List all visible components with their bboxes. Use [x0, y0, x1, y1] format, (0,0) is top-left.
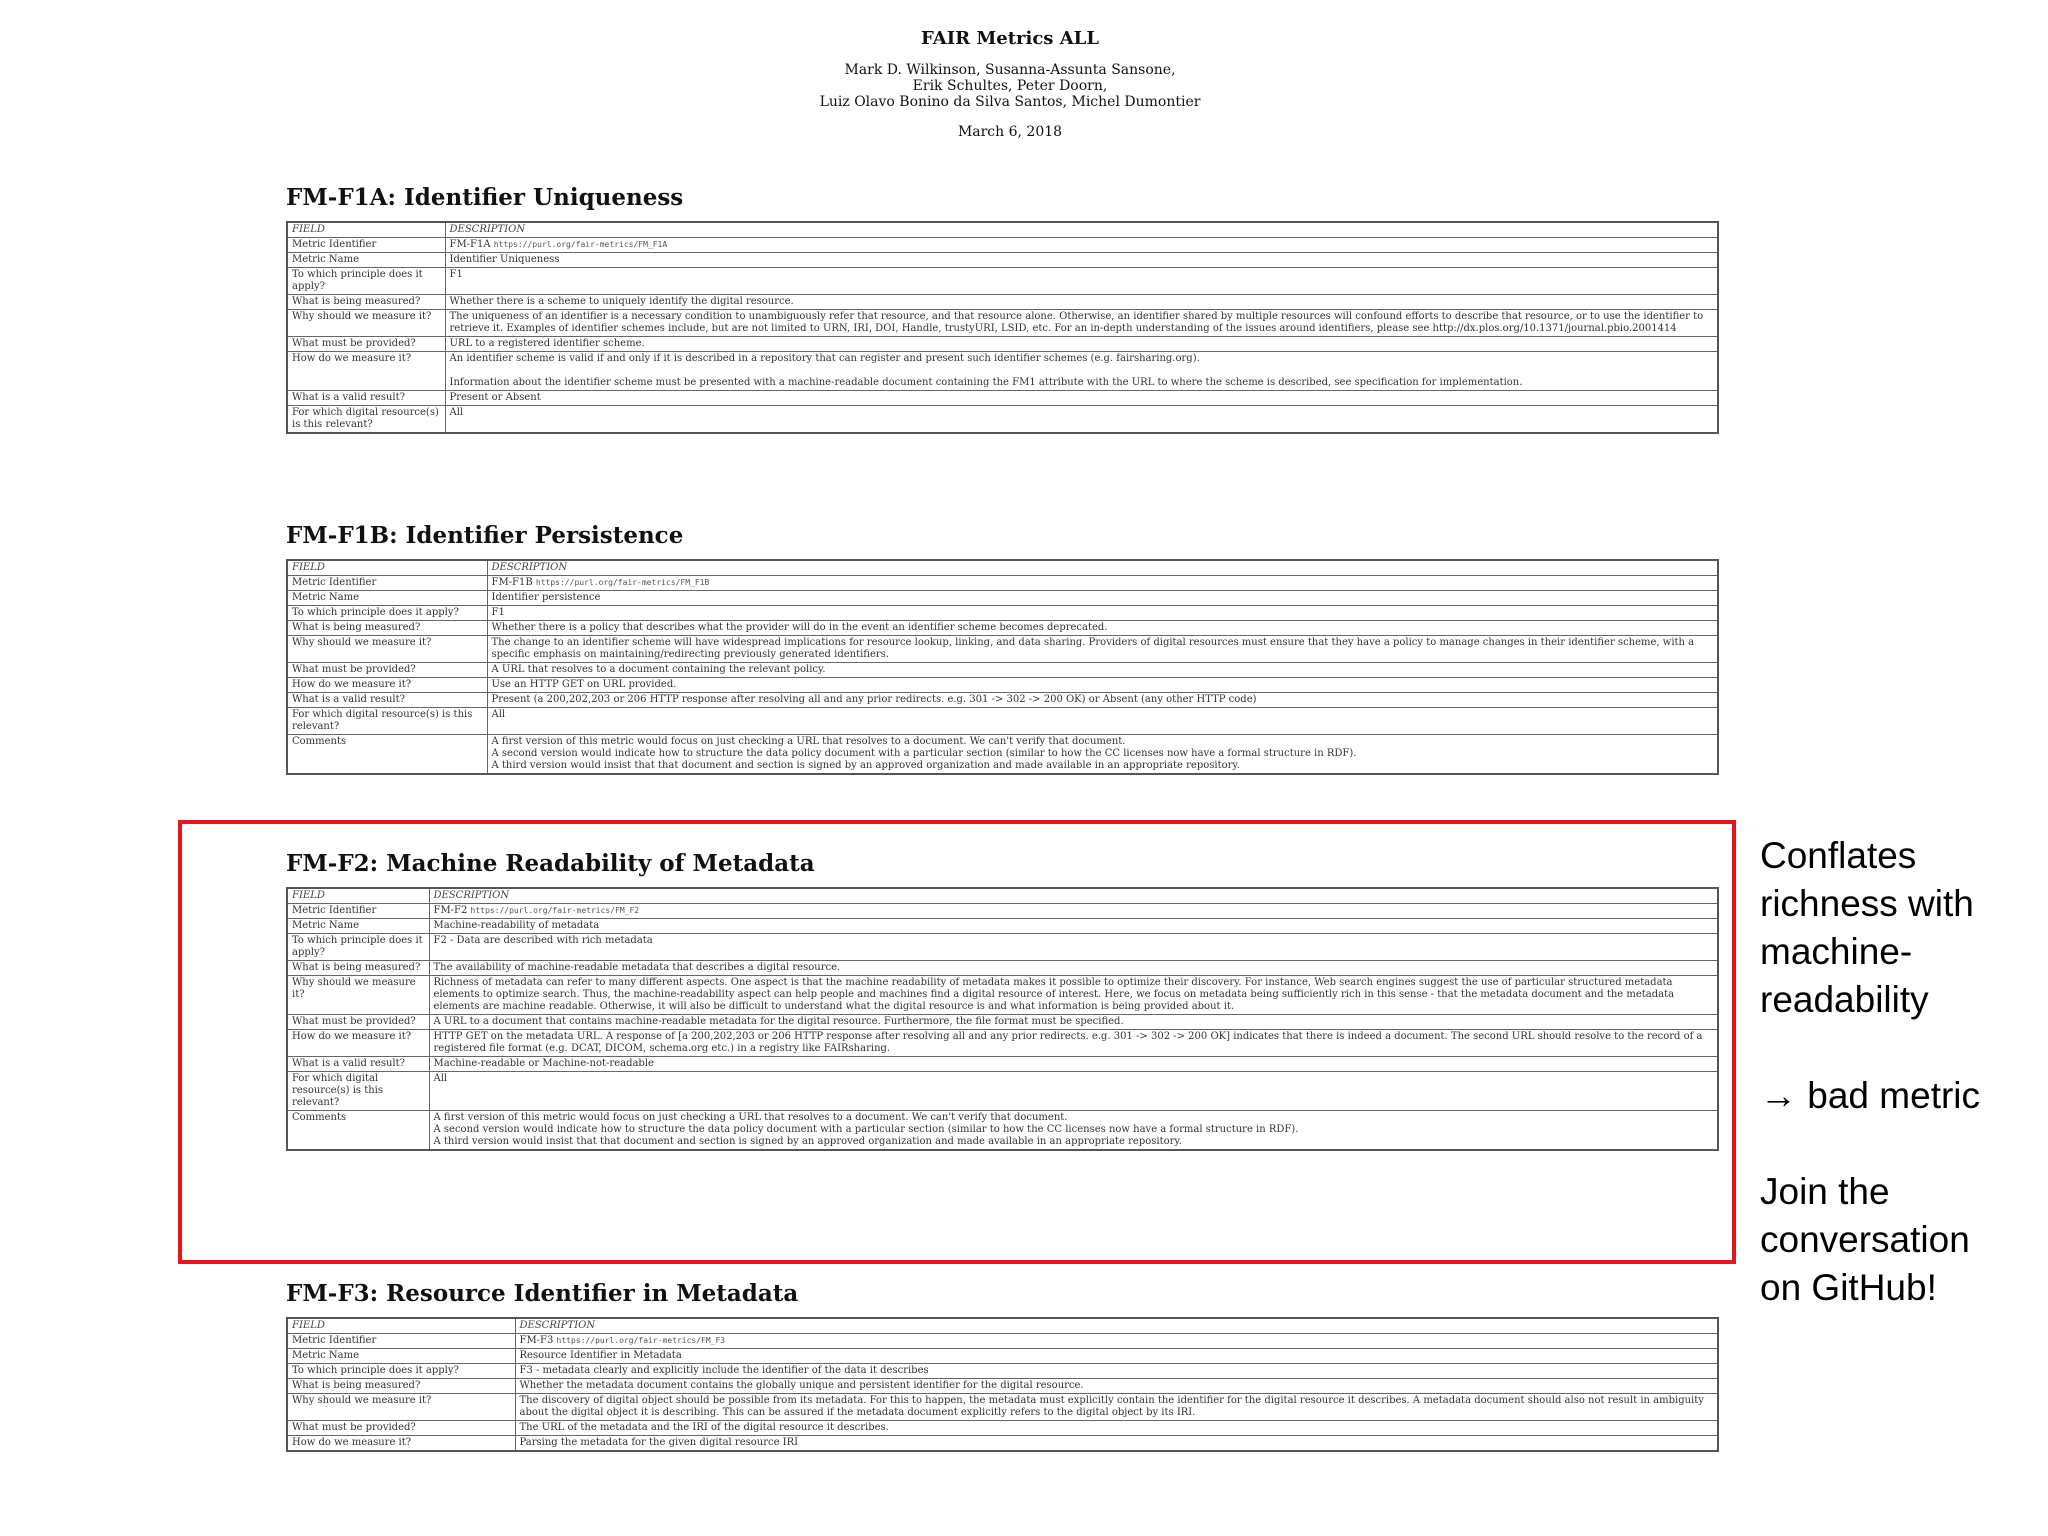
annotation-line: readability: [1760, 979, 1929, 1020]
field-label: What must be provided?: [287, 663, 487, 678]
table-row: [287, 391, 1718, 406]
field-label: Metric Name: [287, 591, 487, 606]
field-label: How do we measure it?: [287, 1030, 429, 1057]
field-label: Why should we measure it?: [287, 1394, 515, 1421]
table-row: [287, 1364, 1718, 1379]
field-value: Present (a 200,202,203 or 206 HTTP response after resolving all and any prior redirects. e.g. 301 -> 302 -> 200 OK) or Absent (any other HTTP code): [487, 693, 1718, 708]
field-value: A second version would indicate how to structure the data policy document with a particular section (similar to how the CC licenses now have a formal structure in RDF).: [491, 748, 1357, 759]
table-row: [287, 238, 1718, 253]
field-value: Machine-readable or Machine-not-readable: [429, 1057, 1718, 1072]
annotation-note: [1760, 832, 2048, 1312]
field-value: Richness of metadata can refer to many different aspects. One aspect is that the machine readability of metadata makes it possible to optimize their discovery. For instance, Web search engines suggest the use of particular structured metadata elements to optimize search. Thus, the machine-readability aspect can help people and machines find a digital resource of interest. Here, we focus on metadata being sufficiently rich in this sense - that the metadata document and the metadata elements are machine readable. Otherwise, it will also be difficult to understand what the digital resource is and what information is being provided about it.: [429, 976, 1718, 1015]
field-value: Machine-readability of metadata: [429, 919, 1718, 934]
section-heading: FM-F2: Machine Readability of Metadata: [286, 850, 815, 877]
field-value: The URL of the metadata and the IRI of the digital resource it describes.: [515, 1421, 1718, 1436]
table-header-row: [287, 560, 1718, 576]
field-value: FM-F3: [519, 1335, 554, 1346]
field-label: What is being measured?: [287, 295, 445, 310]
table-row: [287, 1436, 1718, 1452]
field-value: Whether there is a scheme to uniquely identify the digital resource.: [445, 295, 1718, 310]
table-row: [287, 1349, 1718, 1364]
field-label: What must be provided?: [287, 1421, 515, 1436]
annotation-line: Conflates: [1760, 835, 1917, 876]
field-value: HTTP GET on the metadata URL. A response of [a 200,202,203 or 206 HTTP response after resolving all and any prior redirects. e.g. 301 -> 302 -> 200 OK] indicates that there is indeed a document. The second URL should resolve to the record of a registered file format (e.g. DCAT, DICOM, schema.org etc.) in a registry like FAIRsharing.: [429, 1030, 1718, 1057]
field-label: To which principle does it apply?: [287, 934, 429, 961]
table-row: [287, 337, 1718, 352]
annotation-conclusion: → bad metric: [1760, 1075, 1981, 1116]
table-row: [287, 253, 1718, 268]
header-field: FIELD: [287, 888, 429, 904]
metric-table: [286, 1317, 1719, 1452]
table-row: [287, 693, 1718, 708]
field-label: Metric Identifier: [287, 1334, 515, 1349]
field-value: A URL that resolves to a document containing the relevant policy.: [487, 663, 1718, 678]
field-value: Information about the identifier scheme must be presented with a machine-readable document containing the FM1 attribute with the URL to where the scheme is described, see specification for implementation.: [449, 377, 1523, 388]
field-label: Metric Name: [287, 1349, 515, 1364]
field-label: What is a valid result?: [287, 391, 445, 406]
header-description: DESCRIPTION: [487, 560, 1718, 576]
field-label: Metric Identifier: [287, 238, 445, 253]
table-row: [287, 310, 1718, 337]
field-label: What is being measured?: [287, 961, 429, 976]
document-date: March 6, 2018: [957, 124, 1063, 140]
author-line: Mark D. Wilkinson, Susanna-Assunta Sansone,: [844, 62, 1176, 78]
annotation-spacer: [1760, 1120, 2048, 1168]
section-fm-f1a: [286, 184, 1719, 434]
metric-url-link[interactable]: https://purl.org/fair-metrics/FM_F3: [556, 1336, 726, 1345]
highlight-frame: [178, 820, 1736, 1264]
field-label: Metric Identifier: [287, 904, 429, 919]
section-heading: FM-F1A: Identifier Uniqueness: [286, 184, 684, 211]
field-value: The change to an identifier scheme will have widespread implications for resource lookup, linking, and data sharing. Providers of digital resources must ensure that they have a policy to manage changes in their identifier scheme, with a specific emphasis on maintaining/redirecting previously generated identifiers.: [487, 636, 1718, 663]
field-value: F2 - Data are described with rich metadata: [429, 934, 1718, 961]
field-label: For which digital resource(s) is this relevant?: [287, 406, 445, 434]
metric-table: [286, 221, 1719, 434]
field-value: Whether there is a policy that describes what the provider will do in the event an identifier scheme becomes deprecated.: [487, 621, 1718, 636]
table-row: [287, 663, 1718, 678]
table-row: [287, 621, 1718, 636]
metric-url-link[interactable]: https://purl.org/fair-metrics/FM_F2: [470, 906, 640, 915]
table-row: [287, 1421, 1718, 1436]
metric-url-link[interactable]: https://purl.org/fair-metrics/FM_F1B: [535, 578, 710, 587]
annotation-spacer: [1760, 1024, 2048, 1072]
field-label: What is a valid result?: [287, 693, 487, 708]
field-value: All: [487, 708, 1718, 735]
header-field: FIELD: [287, 560, 487, 576]
field-value: URL to a registered identifier scheme.: [445, 337, 1718, 352]
annotation-line: Join the: [1760, 1171, 1890, 1212]
annotation-line: richness with: [1760, 883, 1974, 924]
header-description: DESCRIPTION: [445, 222, 1718, 238]
annotation-line: machine-: [1760, 931, 1913, 972]
field-value: A third version would insist that that document and section is signed by an approved organization and made available in an appropriate repository.: [433, 1136, 1182, 1147]
field-label: To which principle does it apply?: [287, 268, 445, 295]
section-fm-f3: [286, 1280, 1719, 1452]
field-value: A first version of this metric would focus on just checking a URL that resolves to a document. We can't verify that document.: [433, 1112, 1068, 1123]
table-row: [287, 268, 1718, 295]
annotation-line: on GitHub!: [1760, 1267, 1937, 1308]
field-value: Present or Absent: [445, 391, 1718, 406]
field-value: A third version would insist that that document and section is signed by an approved organization and made available in an appropriate repository.: [491, 760, 1240, 771]
field-label: To which principle does it apply?: [287, 1364, 515, 1379]
field-label: How do we measure it?: [287, 678, 487, 693]
section-heading: FM-F3: Resource Identifier in Metadata: [286, 1280, 799, 1307]
table-row: [287, 576, 1718, 591]
field-label: What is a valid result?: [287, 1057, 429, 1072]
field-value: FM-F1A: [449, 239, 491, 250]
header-description: DESCRIPTION: [515, 1318, 1718, 1334]
field-label: What must be provided?: [287, 337, 445, 352]
field-value: Use an HTTP GET on URL provided.: [487, 678, 1718, 693]
field-label: What is being measured?: [287, 1379, 515, 1394]
field-label: How do we measure it?: [287, 352, 445, 391]
annotation-line: conversation: [1760, 1219, 1970, 1260]
field-value: A second version would indicate how to structure the data policy document with a particular section (similar to how the CC licenses now have a formal structure in RDF).: [433, 1124, 1299, 1135]
header-description: DESCRIPTION: [429, 888, 1718, 904]
field-value: Whether the metadata document contains the globally unique and persistent identifier for the digital resource.: [515, 1379, 1718, 1394]
page-cutoff: [0, 1495, 2048, 1536]
field-value: F1: [445, 268, 1718, 295]
section-fm-f1b: [286, 522, 1719, 775]
header-field: FIELD: [287, 1318, 515, 1334]
field-label: What must be provided?: [287, 1015, 429, 1030]
field-value: FM-F2: [433, 905, 468, 916]
field-label: Why should we measure it?: [287, 636, 487, 663]
table-header-row: [287, 1318, 1718, 1334]
field-value: All: [429, 1072, 1718, 1111]
field-label: Metric Identifier: [287, 576, 487, 591]
table-row: [287, 1379, 1718, 1394]
table-row: [287, 735, 1718, 775]
field-label: For which digital resource(s) is this relevant?: [287, 1072, 429, 1111]
field-value: Identifier Uniqueness: [445, 253, 1718, 268]
table-row: [287, 352, 1718, 391]
table-row: [287, 295, 1718, 310]
field-value: Parsing the metadata for the given digital resource IRI: [515, 1436, 1718, 1452]
table-row: [287, 678, 1718, 693]
section-heading: FM-F1B: Identifier Persistence: [286, 522, 684, 549]
field-value: An identifier scheme is valid if and only if it is described in a repository that can register and present such identifier schemes (e.g. fairsharing.org).: [449, 353, 1200, 364]
field-value: The availability of machine-readable metadata that describes a digital resource.: [429, 961, 1718, 976]
field-label: Metric Name: [287, 919, 429, 934]
field-label: How do we measure it?: [287, 1436, 515, 1452]
field-label: For which digital resource(s) is this relevant?: [287, 708, 487, 735]
field-value: F1: [487, 606, 1718, 621]
field-label: To which principle does it apply?: [287, 606, 487, 621]
document-authors: [0, 62, 2020, 110]
field-value: FM-F1B: [491, 577, 533, 588]
field-label: Why should we measure it?: [287, 976, 429, 1015]
document-title: FAIR Metrics ALL: [921, 28, 1099, 49]
table-row: [287, 606, 1718, 621]
field-value: A first version of this metric would focus on just checking a URL that resolves to a document. We can't verify that document.: [491, 736, 1126, 747]
field-value: F3 - metadata clearly and explicitly include the identifier of the data it describes: [515, 1364, 1718, 1379]
field-value: The discovery of digital object should be possible from its metadata. For this to happen, the metadata must explicitly contain the identifier for the digital resource it describes. A metadata document should also not result in ambiguity about the digital object it is describing. This can be assured if the metadata document explicitly refers to the digital object by its IRI.: [515, 1394, 1718, 1421]
field-value: Identifier persistence: [487, 591, 1718, 606]
field-value: A URL to a document that contains machine-readable metadata for the digital resource. Furthermore, the file format must be specified.: [429, 1015, 1718, 1030]
metric-url-link[interactable]: https://purl.org/fair-metrics/FM_F1A: [493, 240, 668, 249]
field-value: All: [445, 406, 1718, 434]
field-label: Why should we measure it?: [287, 310, 445, 337]
field-value: The uniqueness of an identifier is a necessary condition to unambiguously refer that resource, and that resource alone. Otherwise, an identifier shared by multiple resources will confound efforts to describe that resource, or to use the identifier to retrieve it. Examples of identifier schemes include, but are not limited to URN, IRI, DOI, Handle, trustyURI, LSID, etc. For an in-depth understanding of the issues around identifiers, please see http://dx.plos.org/10.1371/journal.pbio.2001414: [445, 310, 1718, 337]
author-line: Luiz Olavo Bonino da Silva Santos, Michel Dumontier: [819, 94, 1201, 110]
field-label: Metric Name: [287, 253, 445, 268]
table-row: [287, 406, 1718, 434]
table-row: [287, 636, 1718, 663]
header-field: FIELD: [287, 222, 445, 238]
table-header-row: [287, 222, 1718, 238]
table-row: [287, 1334, 1718, 1349]
table-row: [287, 708, 1718, 735]
table-row: [287, 1394, 1718, 1421]
metric-table: [286, 559, 1719, 775]
field-label: Comments: [287, 1111, 429, 1151]
table-row: [287, 591, 1718, 606]
field-label: What is being measured?: [287, 621, 487, 636]
field-value: Resource Identifier in Metadata: [515, 1349, 1718, 1364]
author-line: Erik Schultes, Peter Doorn,: [912, 78, 1108, 94]
field-label: Comments: [287, 735, 487, 775]
